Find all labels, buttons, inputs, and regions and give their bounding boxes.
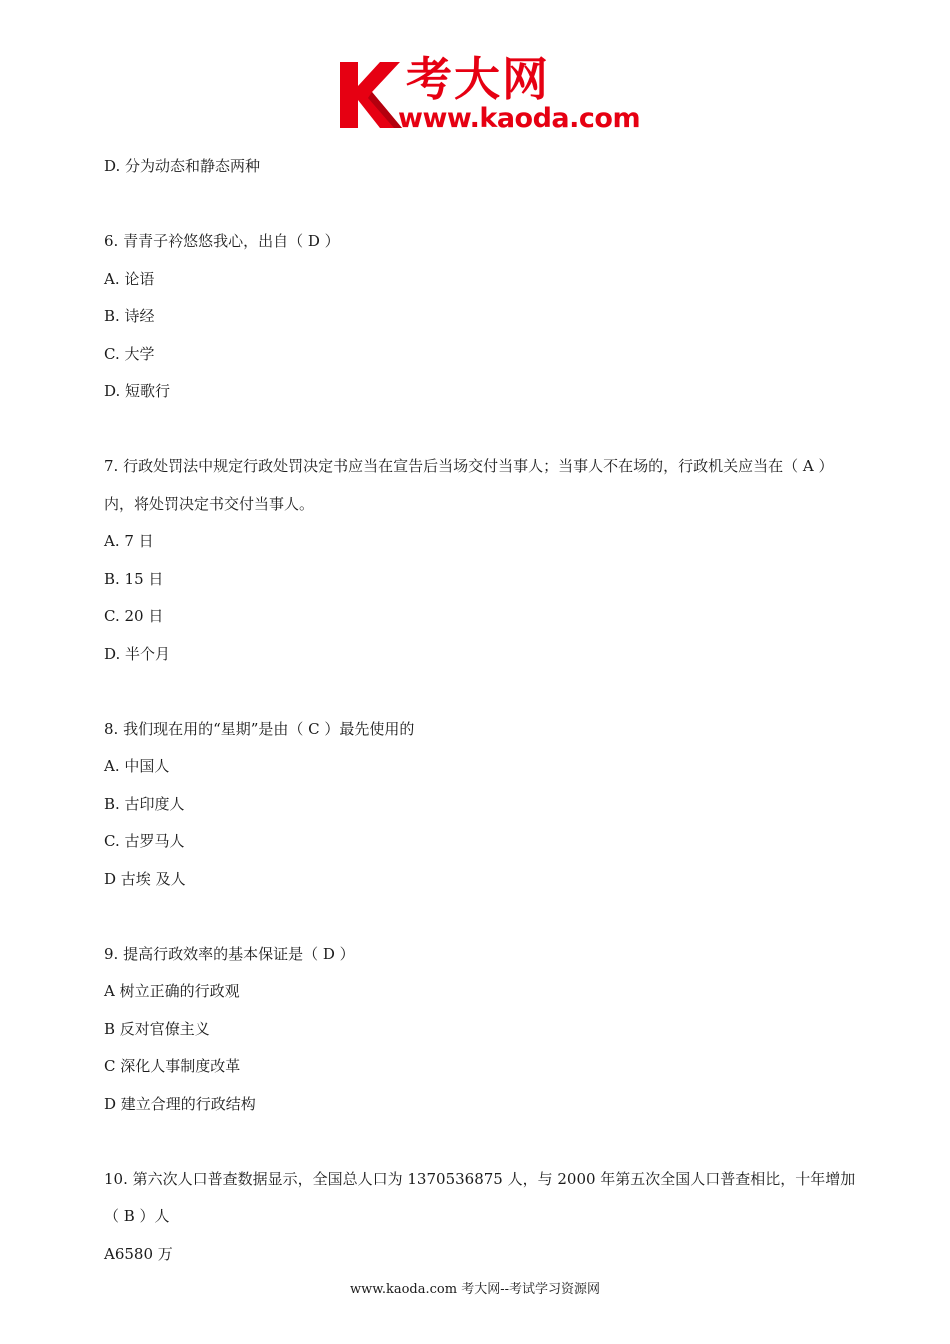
text-line: C. 古罗马人 (104, 832, 185, 850)
text-line: 7. 行政处罚法中规定行政处罚决定书应当在宣告后当场交付当事人；当事人不在场的，行政机关应当在（ A ） (104, 457, 834, 475)
paragraph-gap (104, 1123, 894, 1161)
text-line: D 古埃 及人 (104, 869, 186, 888)
text-line: A 树立正确的行政观 (104, 982, 240, 1000)
text-line: A. 7 日 (104, 532, 154, 550)
paragraph-gap (104, 411, 894, 449)
text-line: B 反对官僚主义 (104, 1019, 210, 1038)
text-line: A. 论语 (104, 269, 155, 288)
text-line: C. 20 日 (104, 607, 164, 625)
paragraph-gap (104, 898, 894, 936)
text-line: D. 分为动态和静态两种 (104, 157, 261, 175)
text-line: （ B ）人 (104, 1207, 170, 1225)
document-body (104, 148, 894, 1273)
text-line: D 建立合理的行政结构 (104, 1094, 256, 1113)
text-line: C. 大学 (104, 344, 155, 363)
text-line: 8. 我们现在用的“星期”是由（ C ）最先使用的 (104, 719, 415, 738)
text-line: A6580 万 (104, 1244, 173, 1263)
text-line: 6. 青青子衿悠悠我心，出自（ D ） (104, 232, 340, 250)
logo-chinese-name: 考大网 (406, 52, 550, 106)
text-line: D. 短歌行 (104, 382, 171, 400)
text-line: B. 诗经 (104, 307, 155, 325)
text-line: A. 中国人 (104, 757, 170, 775)
text-line: D. 半个月 (104, 644, 171, 663)
text-line: 内，将处罚决定书交付当事人。 (104, 494, 315, 513)
paragraph-gap (104, 186, 894, 224)
paragraph-gap (104, 673, 894, 711)
text-line: 10. 第六次人口普查数据显示，全国总人口为 1370536875 人，与 2000 年第五次全国人口普查相比，十年增加 (104, 1169, 856, 1188)
text-line: 9. 提高行政效率的基本保证是（ D ） (104, 944, 355, 963)
page-footer: www.kaoda.com 考大网--考试学习资源网 (350, 1282, 600, 1297)
text-line: B. 古印度人 (104, 794, 185, 813)
k-letter-logo-icon (336, 52, 406, 136)
text-line: B. 15 日 (104, 569, 164, 588)
text-line: C 深化人事制度改革 (104, 1057, 241, 1075)
site-logo[interactable] (336, 52, 656, 136)
logo-url: www.kaoda.com (398, 103, 641, 134)
